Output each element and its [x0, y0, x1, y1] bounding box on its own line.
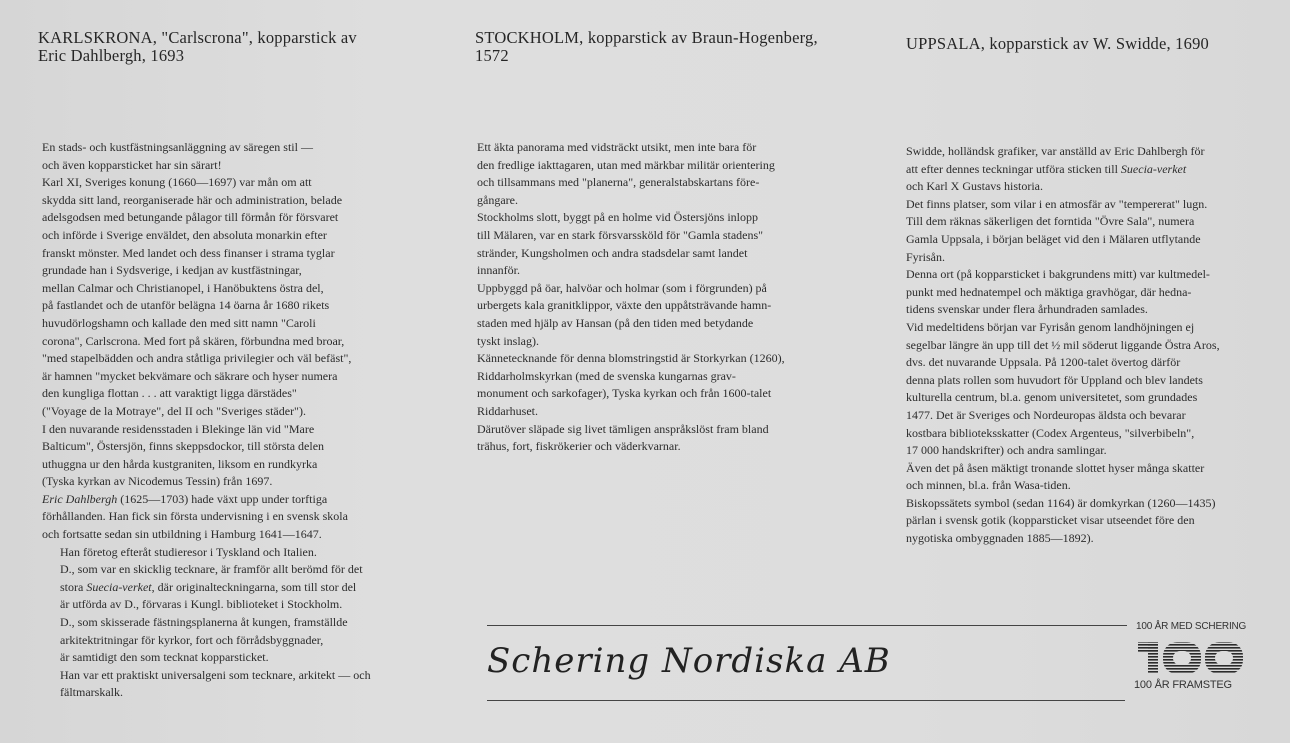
- text-line: uthuggna ur den hårda kustgraniten, liksom en rundkyrka: [42, 456, 318, 471]
- text-line: denna plats rollen som huvudort för Uppland och blev landets: [906, 372, 1203, 387]
- text-line: Stockholms slott, byggt på en holme vid Östersjöns inlopp: [477, 210, 758, 225]
- heading-uppsala: [906, 35, 1266, 53]
- text-line: stora Suecia-verket, där originalteckningarna, som till stor del: [60, 579, 357, 594]
- heading-stockholm-text: STOCKHOLM, kopparstick av Braun-Hogenberg, 1572: [475, 28, 818, 65]
- text-line: förhållanden. Han fick sin första undervisning i en svensk skola: [42, 509, 348, 524]
- text-line: Fyrisån.: [906, 249, 945, 264]
- company-signature-logo: [487, 641, 891, 681]
- top-rule-line: [487, 625, 1127, 626]
- text-line: franskt mönster. Med landet och dess finanser i strama tyglar: [42, 245, 335, 260]
- text-line: adelsgodsen med betungande pålagor till förmån för försvaret: [42, 210, 339, 225]
- text-line: skydda sitt land, reorganiserade här och administration, belade: [42, 192, 343, 207]
- badge-top-text: 100 ÅR MED SCHERING: [1136, 621, 1247, 632]
- text-line: Han var ett praktiskt universalgeni som tecknare, arkitekt — och: [60, 667, 371, 682]
- text-line: Gamla Uppsala, i början beläget vid den i Mälaren utflytande: [906, 231, 1201, 246]
- text-line: (Tyska kyrkan av Nicodemus Tessin) från 1697.: [42, 474, 273, 489]
- text-line: urbergets kala granitklippor, växte den uppåtsträvande hamn-: [477, 298, 772, 313]
- text-line: trähus, fort, fiskrökerier och väderkvarnar.: [477, 439, 681, 454]
- digit-zero-icon: [1163, 642, 1201, 674]
- text-line: Vid medeltidens början var Fyrisån genom landhöjningen ej: [906, 319, 1195, 334]
- text-line: Biskopssätets symbol (sedan 1164) är domkyrkan (1260—1435): [906, 495, 1216, 510]
- text-line: och tillsammans med "planerna", generalstabskartans före-: [477, 175, 760, 190]
- text-line: är utförda av D., förvaras i Kungl. biblioteket i Stockholm.: [60, 597, 343, 612]
- text-line: Riddarholmskyrkan (med de svenska kungarnas grav-: [477, 368, 736, 383]
- text-line: tyskt inslag).: [477, 333, 539, 348]
- text-line: är hamnen "mycket bekvämare och säkrare och hyser numera: [42, 368, 338, 383]
- bottom-rule-line: [487, 700, 1125, 701]
- text-line: Denna ort (på kopparsticket i bakgrundens mitt) var kultmedel-: [906, 267, 1210, 282]
- heading-stockholm: [475, 29, 875, 65]
- badge-number-text: 100: [1189, 662, 1191, 663]
- text-line: Uppbyggd på öar, halvöar och holmar (som i förgrunden) på: [477, 280, 767, 295]
- text-line: grundade han i Sydsverige, i kedjan av kustfästningar,: [42, 263, 302, 278]
- text-line: är samtidigt den som tecknat kopparsticket.: [60, 650, 269, 665]
- text-line: och Karl X Gustavs historia.: [906, 179, 1043, 194]
- text-line: och fortsatte sedan sin utbildning i Hamburg 1641—1647.: [42, 527, 322, 542]
- text-line: pärlan i svensk gotik (kopparsticket visar utseendet före den: [906, 513, 1195, 528]
- italic-phrase: Suecia-verket: [1120, 161, 1187, 176]
- text-line: Riddarhuset.: [477, 403, 538, 418]
- text-line: nygotiska ombyggnaden 1885—1892).: [906, 531, 1094, 546]
- text-line: Eric Dahlbergh (1625—1703) hade växt upp under torftiga: [42, 491, 328, 506]
- text-line: till Mälaren, var en stark försvarssköld för "Gamla stadens": [477, 227, 764, 242]
- text-line: fältmarskalk.: [60, 685, 123, 700]
- heading-karlskrona: [38, 29, 438, 65]
- text-line: arkitektritningar för kyrkor, fort och förrådsbyggnader,: [60, 632, 324, 647]
- column-stockholm-text: [477, 139, 857, 456]
- text-line: att efter dennes teckningar utföra sticken till Suecia-verket: [906, 161, 1187, 176]
- text-line: dvs. det nuvarande Uppsala. På 1200-talet övertog därför: [906, 355, 1181, 370]
- text-line: Karl XI, Sveriges konung (1660—1697) var mån om att: [42, 175, 312, 190]
- italic-phrase: Eric Dahlbergh: [42, 491, 118, 506]
- text-line: D., som skisserade fästningsplanerna åt kungen, framställde: [60, 615, 348, 630]
- text-line: 1477. Det är Sveriges och Nordeuropas äldsta och bevarar: [906, 407, 1186, 422]
- text-line: stränder, Kungsholmen och andra stadsdelar samt landet: [477, 245, 748, 260]
- text-line: Därutöver släpade sig livet tämligen anspråkslöst fram bland: [477, 421, 769, 436]
- text-line: Ett äkta panorama med vidsträckt utsikt, men inte bara för: [477, 140, 757, 154]
- digit-one-icon: [1138, 642, 1158, 674]
- text-line: den fredlige iakttagaren, utan med märkbar militär orientering: [477, 157, 775, 172]
- text-line: tidens svenskar under flera århundraden samlades.: [906, 302, 1148, 317]
- text-line: och även kopparsticket har sin särart!: [42, 157, 222, 172]
- text-line: I den nuvarande residensstaden i Blekinge län vid "Mare: [42, 421, 315, 436]
- column-karlskrona-text: [42, 139, 442, 702]
- text-line: mellan Calmar och Christianopel, i Hanöbuktens östra del,: [42, 280, 324, 295]
- heading-karlskrona-text: KARLSKRONA, "Carlscrona", kopparstick av Eric Dahlbergh, 1693: [38, 28, 357, 65]
- text-line: innanför.: [477, 263, 520, 278]
- text-line: segelbar längre än upp till det ½ mil söderut liggande Östra Aros,: [906, 337, 1220, 352]
- text-line: Swidde, holländsk grafiker, var anställd av Eric Dahlbergh för: [906, 144, 1205, 158]
- text-line: staden med hjälp av Hansan (på den tiden med betydande: [477, 315, 754, 330]
- text-line: huvudörlogshamn och kallade den med sitt namn "Caroli: [42, 315, 316, 330]
- text-line: corona", Carlscrona. Med fort på skären, förbundna med broar,: [42, 333, 345, 348]
- text-line: monument och sarkofager), Tyska kyrkan och från 1600-talet: [477, 386, 772, 401]
- text-line: Balticum", Östersjön, finns skeppsdockor, till största delen: [42, 439, 325, 454]
- text-line: 17 000 handskrifter) och andra samlingar.: [906, 443, 1107, 458]
- text-line: D., som var en skicklig tecknare, är framför allt berömd för det: [60, 562, 363, 577]
- text-line: kostbara biblioteksskatter (Codex Argenteus, "silverbibeln",: [906, 425, 1195, 440]
- text-line: Han företog efteråt studieresor i Tyskland och Italien.: [60, 544, 317, 559]
- digit-zero-icon-2: [1205, 642, 1243, 674]
- text-line: den kungliga flottan . . . att varaktigt ligga därstädes": [42, 386, 297, 401]
- text-line: ("Voyage de la Motraye", del II och "Sveriges städer").: [42, 403, 306, 418]
- text-line: på fastlandet och de utanför belägna 14 öarna år 1680 rikets: [42, 298, 330, 313]
- text-line: gångare.: [477, 192, 518, 207]
- text-line: Till dem räknas säkerligen det forntida "Övre Sala", numera: [906, 214, 1195, 229]
- column-uppsala-text: [906, 143, 1276, 548]
- text-line: och minnen, bl.a. från Wasa-tiden.: [906, 478, 1071, 493]
- signature-text: Schering Nordiska AB: [487, 641, 891, 681]
- text-line: Även det på åsen mäktigt tronande slottet hyser många skatter: [906, 460, 1205, 475]
- text-line: "med stapelbädden och andra ståtliga privilegier och väl befäst",: [42, 351, 352, 366]
- anniversary-100-logo: [1135, 632, 1245, 678]
- italic-phrase: Suecia-verket: [86, 579, 152, 594]
- text-line: punkt med hednatempel och mäktiga gravhögar, där hedna-: [906, 284, 1192, 299]
- text-line: En stads- och kustfästningsanläggning av säregen stil —: [42, 140, 313, 154]
- text-line: kulturella centrum, bl.a. genom universitetet, som grundades: [906, 390, 1198, 405]
- text-line: Det finns platser, som vilar i en atmosfär av "tempererat" lugn.: [906, 196, 1208, 211]
- text-line: och införde i Sverige enväldet, den absoluta monarkin efter: [42, 227, 327, 242]
- heading-uppsala-text: UPPSALA, kopparstick av W. Swidde, 1690: [906, 34, 1209, 53]
- badge-bottom-text: 100 ÅR FRAMSTEG: [1134, 679, 1232, 691]
- text-line: Kännetecknande för denna blomstringstid är Storkyrkan (1260),: [477, 351, 785, 366]
